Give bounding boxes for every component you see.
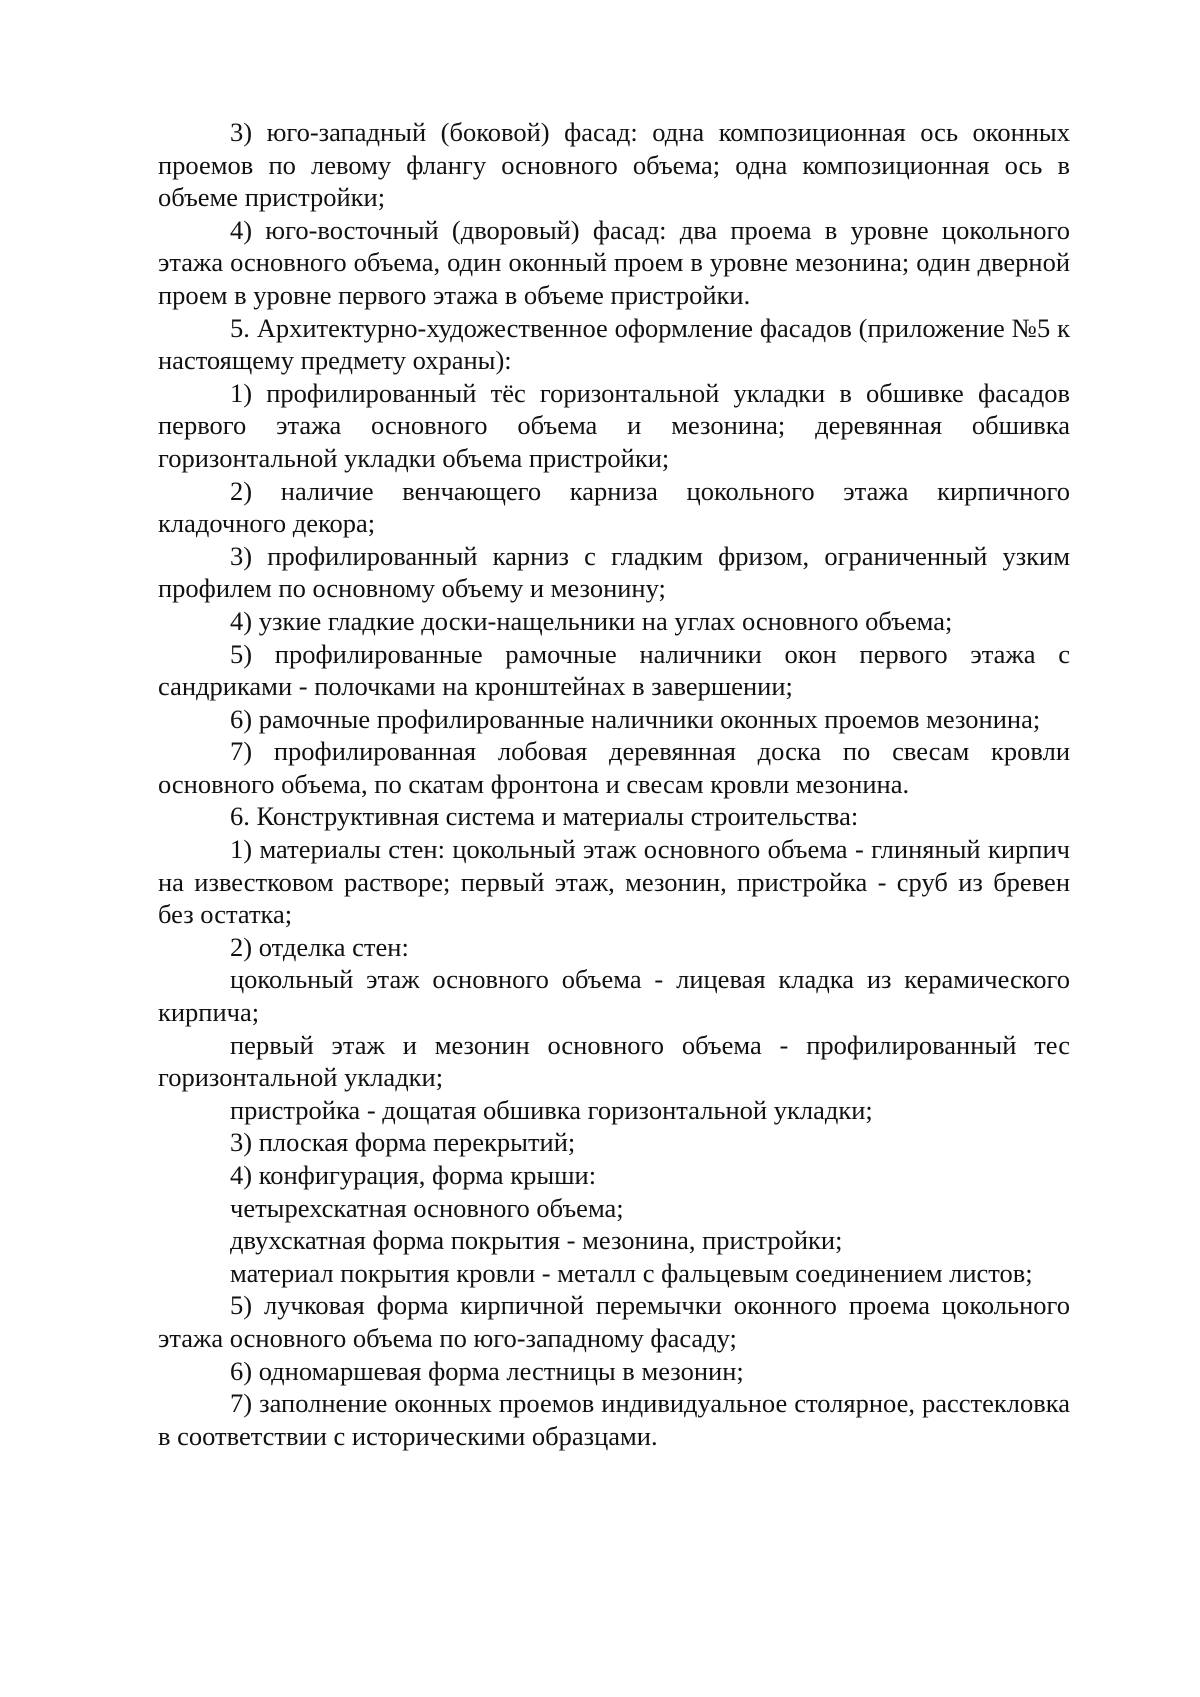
paragraph-13: 2) отделка стен: (230, 931, 409, 962)
document-body (158, 116, 1070, 1452)
paragraph-2: 4) юго-восточный (дворовый) фасад: два проема в уровне цокольного этажа основного объема, один оконный проем в уровне мезонина; один дверной проем в уровне первого этажа в объеме пристройки. (158, 214, 1070, 310)
paragraph-1: 3) юго-западный (боковой) фасад: одна композиционная ось оконных проемов по левому флангу основного объема; одна композиционная ось в объеме пристройки; (158, 117, 1070, 213)
paragraph-18: 4) конфигурация, форма крыши: (230, 1160, 597, 1190)
paragraph-3: 5. Архитектурно-художественное оформление фасадов (приложение №5 к настоящему предмету охраны): (158, 312, 1070, 376)
paragraph-23: 6) одномаршевая форма лестницы в мезонин; (230, 1355, 744, 1386)
paragraph-5: 2) наличие венчающего карниза цокольного этажа кирпичного кладочного декора; (158, 475, 1070, 539)
paragraph-6: 3) профилированный карниз с гладким фризом, ограниченный узким профилем по основному объему и мезонину; (158, 540, 1070, 604)
paragraph-22: 5) лучковая форма кирпичной перемычки оконного проема цокольного этажа основного объема по юго-западному фасаду; (158, 1290, 1070, 1353)
paragraph-15: первый этаж и мезонин основного объема - профилированный тес горизонтальной укладки; (158, 1029, 1070, 1093)
paragraph-21: материал покрытия кровли - металл с фальцевым соединением листов; (230, 1257, 1033, 1288)
paragraph-16: пристройка - дощатая обшивка горизонтальной укладки; (230, 1094, 873, 1125)
paragraph-12: 1) материалы стен: цокольный этаж основного объема - глиняный кирпич на известковом растворе; первый этаж, мезонин, пристройка - сруб из бревен без остатка; (158, 834, 1070, 930)
paragraph-17: 3) плоская форма перекрытий; (230, 1127, 576, 1158)
paragraph-19: четырехскатная основного объема; (230, 1192, 624, 1223)
paragraph-7: 4) узкие гладкие доски-нащельники на углах основного объема; (230, 605, 953, 636)
paragraph-20: двухскатная форма покрытия - мезонина, пристройки; (230, 1225, 843, 1256)
paragraph-4: 1) профилированный тёс горизонтальной укладки в обшивке фасадов первого этажа основного объема и мезонина; деревянная обшивка горизонтальной укладки объема пристройки; (158, 377, 1070, 473)
paragraph-14: цокольный этаж основного объема - лицевая кладка из керамического кирпича; (158, 964, 1070, 1028)
paragraph-9: 6) рамочные профилированные наличники оконных проемов мезонина; (230, 703, 1041, 734)
paragraph-10: 7) профилированная лобовая деревянная доска по свесам кровли основного объема, по скатам фронтона и свесам кровли мезонина. (158, 736, 1070, 799)
paragraph-11: 6. Конструктивная система и материалы строительства: (230, 801, 859, 832)
paragraph-8: 5) профилированные рамочные наличники окон первого этажа с сандриками - полочками на кронштейнах в завершении; (158, 638, 1070, 702)
paragraph-24: 7) заполнение оконных проемов индивидуальное столярное, расстекловка в соответствии с историческими образцами. (158, 1388, 1070, 1451)
